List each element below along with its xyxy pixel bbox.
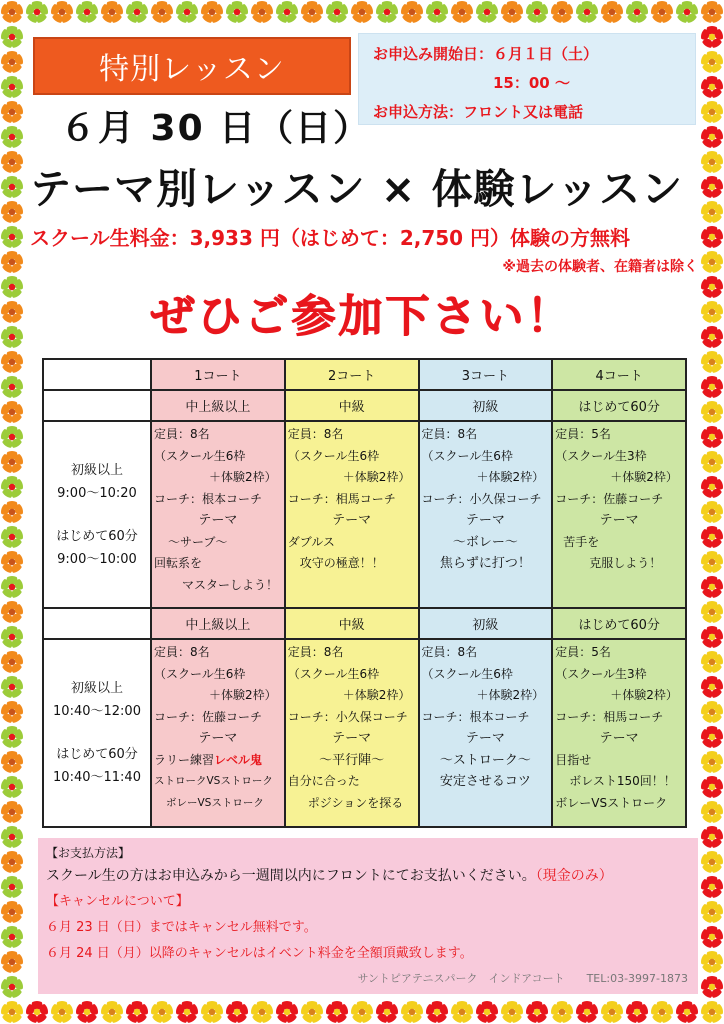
flower-decoration — [0, 725, 24, 749]
fee-line: スクール生料金：3,933 円（はじめて：2,750 円）体験の方無料 — [30, 226, 631, 250]
capacity: 定員：8名 — [421, 645, 478, 659]
flower-decoration — [625, 0, 649, 24]
school-slots: （スクール生6枠 — [154, 666, 246, 681]
flower-decoration — [75, 0, 99, 24]
trial-slots: ＋体験2枠） — [342, 688, 411, 702]
school-slots: （スクール生6枠 — [154, 448, 246, 463]
flower-decoration — [700, 400, 724, 424]
flower-decoration — [475, 0, 499, 24]
cancel-fee: ６月 24 日（月）以降のキャンセルはイベント料金を全額頂戴致します。 — [46, 946, 473, 961]
flower-decoration — [125, 0, 149, 24]
flower-decoration — [675, 0, 699, 24]
theme-label: テーマ — [599, 731, 639, 746]
flower-decoration — [0, 225, 24, 249]
flower-decoration — [425, 1000, 449, 1024]
apply-method: お申込方法：フロント又は電話 — [373, 103, 584, 121]
flower-decoration — [450, 0, 474, 24]
flower-decoration — [525, 1000, 549, 1024]
time-label: 初級以上 — [70, 681, 123, 696]
flower-decoration — [0, 625, 24, 649]
court-header-row — [43, 359, 686, 390]
flower-decoration — [700, 375, 724, 399]
flower-decoration — [0, 350, 24, 374]
lesson-cell — [552, 639, 686, 827]
flower-decoration — [0, 850, 24, 874]
cancel-free: ６月 23 日（日）まではキャンセル無料です。 — [46, 920, 317, 935]
payment-body: スクール生の方はお申込みから一週間以内にフロントにてお支払いください。 — [46, 868, 536, 884]
flower-decoration — [0, 100, 24, 124]
flower-decoration — [25, 0, 49, 24]
session-row-1 — [43, 421, 686, 608]
level-cell: 中上級以上 — [151, 608, 285, 639]
flower-decoration — [0, 450, 24, 474]
flower-decoration — [700, 675, 724, 699]
capacity: 定員：5名 — [555, 645, 611, 659]
flower-decoration — [0, 75, 24, 99]
flower-decoration — [700, 50, 724, 74]
theme-line: ポジションを探る — [307, 795, 404, 810]
flower-decoration — [275, 1000, 299, 1024]
payment-box — [38, 838, 698, 994]
flower-decoration — [500, 1000, 524, 1024]
flower-decoration — [175, 1000, 199, 1024]
flower-decoration — [700, 650, 724, 674]
flower-decoration — [0, 700, 24, 724]
theme-line: ～サーブ～ — [168, 534, 228, 549]
application-info — [358, 33, 696, 125]
flower-decoration — [700, 525, 724, 549]
flower-decoration — [650, 1000, 674, 1024]
flower-decoration — [650, 0, 674, 24]
flower-decoration — [200, 0, 224, 24]
cancel-heading: 【キャンセルについて】 — [46, 894, 189, 909]
special-lesson-badge: 特別レッスン — [33, 37, 351, 95]
flower-decoration — [700, 25, 724, 49]
session-row-2 — [43, 639, 686, 827]
flower-decoration — [700, 125, 724, 149]
payment-heading: 【お支払方法】 — [46, 846, 131, 860]
flower-decoration — [700, 500, 724, 524]
flower-decoration — [700, 75, 724, 99]
flower-decoration — [0, 50, 24, 74]
trial-slots: ＋体験2枠） — [476, 688, 545, 702]
flower-decoration — [0, 25, 24, 49]
blank-cell — [43, 390, 151, 421]
flower-decoration — [700, 425, 724, 449]
flower-decoration — [575, 1000, 599, 1024]
event-date: ６月 30 日（日） — [60, 108, 372, 149]
flower-decoration — [700, 925, 724, 949]
trial-slots: ＋体験2枠） — [610, 470, 678, 484]
coach: コーチ：佐藤コーチ — [154, 709, 263, 724]
flower-decoration — [700, 900, 724, 924]
time-label: 初級以上 — [70, 462, 123, 478]
corner-cell — [43, 359, 151, 390]
flower-decoration — [700, 725, 724, 749]
flower-decoration — [0, 425, 24, 449]
flower-decoration — [0, 825, 24, 849]
flower-decoration — [600, 0, 624, 24]
apply-start: お申込み開始日：６月１日（土） — [373, 45, 599, 63]
capacity: 定員：8名 — [287, 427, 344, 441]
flower-decoration — [300, 1000, 324, 1024]
theme-line: 焦らずに打つ！ — [439, 556, 531, 571]
flower-decoration — [450, 1000, 474, 1024]
payment-text — [46, 863, 690, 889]
flower-decoration — [0, 575, 24, 599]
flower-decoration — [75, 1000, 99, 1024]
flower-decoration — [700, 575, 724, 599]
coach: コーチ：根本コーチ — [421, 709, 530, 724]
capacity: 定員：8名 — [154, 645, 210, 659]
flower-decoration — [350, 0, 374, 24]
trial-slots: ＋体験2枠） — [342, 470, 411, 484]
flower-decoration — [375, 1000, 399, 1024]
flower-decoration — [0, 175, 24, 199]
school-slots: （スクール生6枠 — [287, 448, 380, 463]
flower-decoration — [600, 1000, 624, 1024]
lesson-cell — [419, 421, 553, 608]
flower-decoration — [400, 0, 424, 24]
school-slots: （スクール生3枠 — [555, 666, 647, 681]
coach: コーチ：根本コーチ — [154, 491, 263, 506]
flower-decoration — [225, 0, 249, 24]
flower-decoration — [50, 1000, 74, 1024]
flower-decoration — [700, 600, 724, 624]
blank-cell — [43, 608, 151, 639]
flower-decoration — [700, 1000, 724, 1024]
trial-slots: ＋体験2枠） — [610, 688, 678, 702]
trial-slots: ＋体験2枠） — [476, 470, 545, 484]
capacity: 定員：8名 — [154, 427, 210, 441]
flower-decoration — [700, 250, 724, 274]
school-slots: （スクール生6枠 — [287, 666, 380, 681]
flower-decoration — [700, 0, 724, 24]
flower-decoration — [425, 0, 449, 24]
level-oni: レベル鬼 — [214, 752, 263, 767]
theme-line: ～ストローク～ — [439, 752, 531, 768]
flower-decoration — [700, 550, 724, 574]
flower-decoration — [700, 450, 724, 474]
school-slots: （スクール生6枠 — [421, 666, 513, 681]
court-2-header: 2コート — [285, 359, 419, 390]
theme-line: 苦手を — [563, 534, 600, 549]
theme-line: ～ボレー～ — [452, 534, 518, 550]
flower-decoration — [175, 0, 199, 24]
flower-decoration — [0, 400, 24, 424]
flower-decoration — [625, 1000, 649, 1024]
level-cell: 中上級以上 — [151, 390, 285, 421]
theme-line: ボレーVSストローク — [166, 796, 264, 809]
flower-decoration — [700, 350, 724, 374]
flower-decoration — [700, 775, 724, 799]
footer-contact: サントピアテニスパーク インドアコート TEL:03-3997-1873 — [357, 972, 688, 985]
theme-label: テーマ — [332, 513, 372, 528]
theme-line: ～平行陣～ — [319, 752, 385, 768]
flower-decoration — [0, 550, 24, 574]
time-cell — [43, 639, 151, 827]
flower-decoration — [0, 150, 24, 174]
schedule-table — [42, 358, 687, 828]
theme-label: テーマ — [599, 513, 639, 528]
flower-decoration — [0, 875, 24, 899]
flower-decoration — [300, 0, 324, 24]
flower-decoration — [0, 1000, 24, 1024]
theme-label: テーマ — [332, 731, 372, 746]
level-cell: 中級 — [285, 608, 419, 639]
flower-decoration — [0, 650, 24, 674]
flower-decoration — [700, 950, 724, 974]
flower-decoration — [700, 850, 724, 874]
flower-decoration — [700, 625, 724, 649]
flower-decoration — [100, 1000, 124, 1024]
flower-decoration — [0, 250, 24, 274]
flower-decoration — [700, 800, 724, 824]
flower-decoration — [0, 950, 24, 974]
flower-decoration — [0, 900, 24, 924]
flower-decoration — [0, 475, 24, 499]
theme-line: 克服しよう！ — [589, 556, 662, 570]
flower-decoration — [150, 1000, 174, 1024]
lesson-cell — [552, 421, 686, 608]
capacity: 定員：5名 — [555, 427, 611, 441]
court-1-header: 1コート — [151, 359, 285, 390]
theme-label: テーマ — [465, 513, 505, 528]
time-range: 9:00～10:00 — [57, 551, 137, 567]
theme-line: 攻守の極意！！ — [299, 556, 384, 570]
flower-decoration — [500, 0, 524, 24]
flower-decoration — [700, 825, 724, 849]
call-to-action: ぜひご参加下さい！ — [150, 291, 574, 342]
flower-decoration — [200, 1000, 224, 1024]
flower-decoration — [250, 1000, 274, 1024]
page-title: テーマ別レッスン × 体験レッスン — [30, 165, 684, 213]
school-slots: （スクール生3枠 — [555, 448, 647, 463]
flower-decoration — [350, 1000, 374, 1024]
flower-decoration — [0, 500, 24, 524]
coach: コーチ：相馬コーチ — [555, 709, 664, 724]
flower-decoration — [700, 475, 724, 499]
flower-decoration — [400, 1000, 424, 1024]
theme-line: ダブルス — [287, 534, 335, 549]
flower-decoration — [0, 675, 24, 699]
theme-line: マスターしよう！ — [182, 577, 279, 592]
flower-decoration — [250, 0, 274, 24]
time-label: はじめて60分 — [56, 747, 138, 762]
theme-line — [154, 750, 282, 772]
flower-decoration — [575, 0, 599, 24]
trial-slots: ＋体験2枠） — [209, 470, 277, 484]
theme-line: 回転系を — [154, 556, 203, 570]
time-range: 10:40～12:00 — [53, 704, 141, 719]
flower-decoration — [700, 700, 724, 724]
flower-decoration — [25, 1000, 49, 1024]
flower-decoration — [0, 775, 24, 799]
flower-decoration — [675, 1000, 699, 1024]
flower-decoration — [0, 975, 24, 999]
school-slots: （スクール生6枠 — [421, 448, 513, 463]
flower-decoration — [125, 1000, 149, 1024]
level-row-1 — [43, 390, 686, 421]
flower-decoration — [375, 0, 399, 24]
flower-decoration — [0, 0, 24, 24]
coach: コーチ：小久保コーチ — [421, 491, 542, 506]
lesson-cell — [419, 639, 553, 827]
lesson-cell — [285, 639, 419, 827]
level-cell: 初級 — [419, 608, 553, 639]
fee-note: ※過去の体験者、在籍者は除く — [502, 259, 698, 275]
flower-decoration — [550, 0, 574, 24]
level-cell: 中級 — [285, 390, 419, 421]
trial-slots: ＋体験2枠） — [209, 688, 277, 702]
lesson-cell — [151, 421, 285, 608]
flower-decoration — [700, 750, 724, 774]
time-range: 10:40～11:40 — [53, 770, 141, 785]
flower-decoration — [100, 0, 124, 24]
theme-line: 安定させるコツ — [439, 774, 531, 789]
theme-text: ラリー練習 — [154, 752, 215, 767]
flower-decoration — [0, 750, 24, 774]
theme-line: ボレスト150回！！ — [569, 774, 676, 788]
lesson-cell — [285, 421, 419, 608]
theme-line: 自分に合った — [287, 774, 360, 788]
flower-decoration — [325, 0, 349, 24]
flower-decoration — [50, 0, 74, 24]
capacity: 定員：8名 — [287, 645, 344, 659]
theme-line: ボレーVSストローク — [555, 795, 668, 810]
flower-decoration — [0, 375, 24, 399]
flower-decoration — [0, 125, 24, 149]
flower-decoration — [0, 600, 24, 624]
flower-decoration — [325, 1000, 349, 1024]
coach: コーチ：相馬コーチ — [287, 491, 396, 506]
apply-time: 15：00 ～ — [493, 74, 570, 92]
level-cell: はじめて60分 — [552, 608, 686, 639]
flower-decoration — [700, 875, 724, 899]
flower-decoration — [0, 525, 24, 549]
theme-label: テーマ — [198, 513, 238, 528]
level-cell: 初級 — [419, 390, 553, 421]
coach: コーチ：佐藤コーチ — [555, 491, 664, 506]
flower-decoration — [0, 200, 24, 224]
cash-only: （現金のみ） — [535, 868, 613, 884]
court-4-header: 4コート — [552, 359, 686, 390]
theme-label: テーマ — [198, 731, 238, 746]
flower-decoration — [225, 1000, 249, 1024]
theme-line: 目指せ — [555, 752, 592, 767]
time-label: はじめて60分 — [56, 528, 138, 544]
flower-decoration — [525, 0, 549, 24]
lesson-cell — [151, 639, 285, 827]
flower-decoration — [700, 100, 724, 124]
theme-line: ストロークVSストローク — [154, 775, 273, 787]
flower-decoration — [0, 925, 24, 949]
flower-decoration — [150, 0, 174, 24]
flower-decoration — [0, 800, 24, 824]
court-3-header: 3コート — [419, 359, 553, 390]
theme-label: テーマ — [465, 731, 505, 746]
capacity: 定員：8名 — [421, 427, 478, 441]
flower-decoration — [700, 975, 724, 999]
flower-decoration — [475, 1000, 499, 1024]
time-range: 9:00～10:20 — [57, 485, 137, 501]
flower-decoration — [275, 0, 299, 24]
level-row-2 — [43, 608, 686, 639]
time-cell — [43, 421, 151, 608]
coach: コーチ：小久保コーチ — [287, 709, 408, 724]
flower-decoration — [550, 1000, 574, 1024]
level-cell: はじめて60分 — [552, 390, 686, 421]
